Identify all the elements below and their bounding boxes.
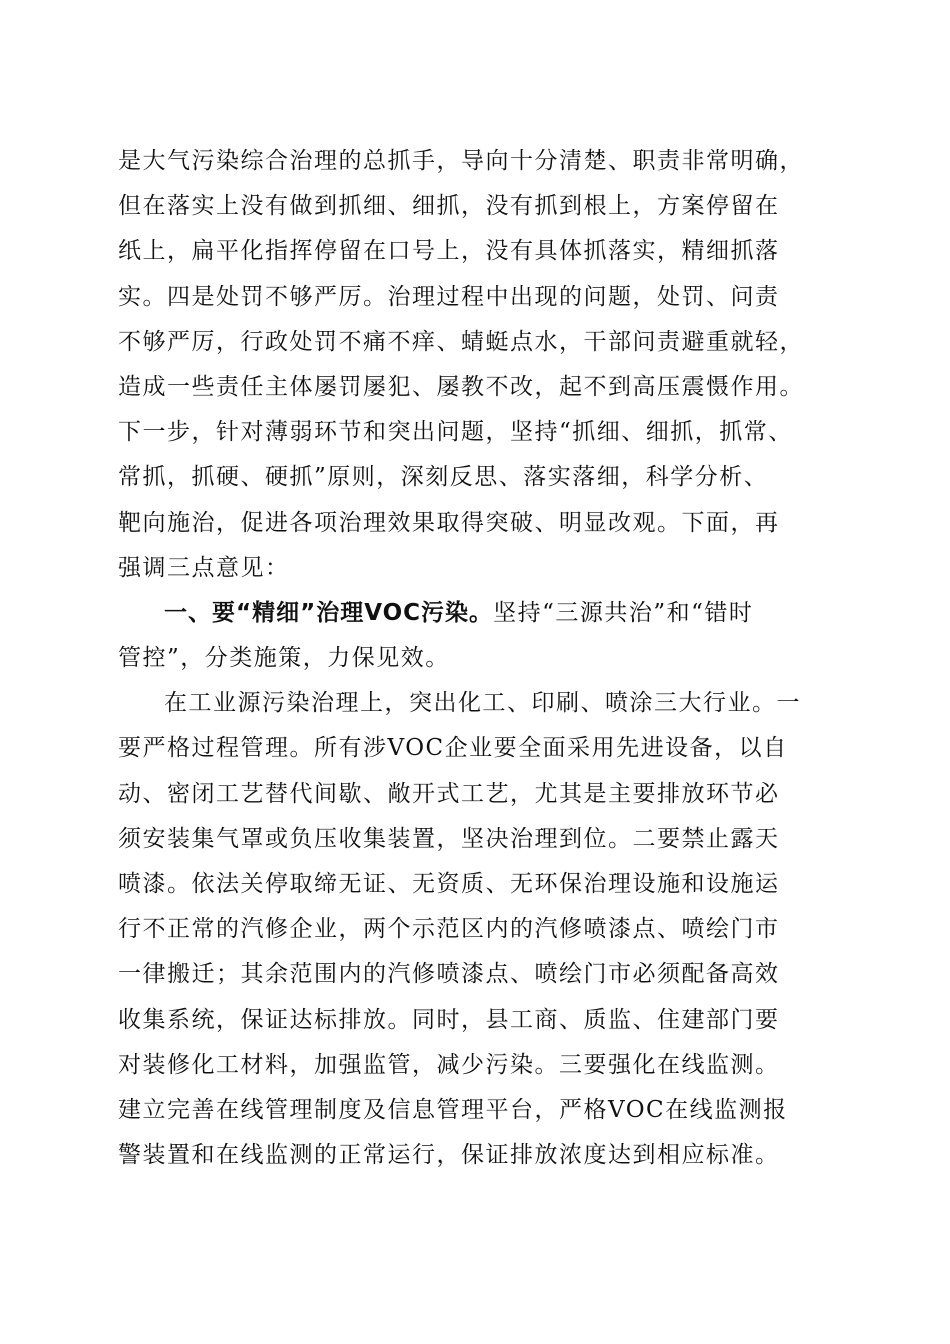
- paragraph-line: 要严格过程管理。所有涉VOC企业要全面采用先进设备，以自: [118, 735, 788, 762]
- section-heading-line: [118, 591, 838, 636]
- paragraph-line: 不够严厉，行政处罚不痛不痒、蜻蜓点水，干部问责避重就轻，: [118, 328, 804, 355]
- paragraph-line: 警装置和在线监测的正常运行，保证排放浓度达到相应标准。: [118, 1142, 780, 1169]
- paragraph-line: 但在落实上没有做到抓细、细抓，没有抓到根上，方案停留在: [118, 193, 780, 220]
- paragraph-line: 对装修化工材料，加强监管，减少污染。三要强化在线监测。: [118, 1051, 780, 1078]
- paragraph-line: 行不正常的汽修企业，两个示范区内的汽修喷漆点、喷绘门市: [118, 916, 780, 943]
- paragraph-line: 管控”，分类施策，力保见效。: [118, 645, 450, 672]
- paragraph-line: 造成一些责任主体屡罚屡犯、屡教不改，起不到高压震慑作用。: [118, 373, 804, 400]
- paragraph-line: 靶向施治，促进各项治理效果取得突破、明显改观。下面，再: [118, 509, 780, 536]
- document-body: [118, 139, 838, 1178]
- paragraph-line: 是大气污染综合治理的总抓手，导向十分清楚、职责非常明确，: [118, 148, 804, 174]
- paragraph-line: 动、密闭工艺替代间歇、敞开式工艺，尤其是主要排放环节必: [118, 780, 780, 807]
- paragraph-line: 强调三点意见：: [118, 554, 290, 581]
- paragraph-line: 建立完善在线管理制度及信息管理平台，严格VOC在线监测报: [118, 1096, 788, 1123]
- paragraph-first-line: 在工业源污染治理上，突出化工、印刷、喷涂三大行业。一: [164, 690, 801, 717]
- paragraph-line: 下一步，针对薄弱环节和突出问题，坚持“抓细、细抓，抓常、: [118, 419, 793, 446]
- paragraph-line: 收集系统，保证达标排放。同时，县工商、质监、住建部门要: [118, 1006, 780, 1033]
- paragraph-line: 实。四是处罚不够严厉。治理过程中出现的问题，处罚、问责: [118, 283, 780, 310]
- section-heading: 一、要“精细”治理VOC污染。: [164, 599, 494, 626]
- paragraph-line: 一律搬迁；其余范围内的汽修喷漆点、喷绘门市必须配备高效: [118, 961, 780, 988]
- paragraph-line: 须安装集气罩或负压收集装置，坚决治理到位。二要禁止露天: [118, 825, 780, 852]
- paragraph-line: 常抓，抓硬、硬抓”原则，深刻反思、落实落细，科学分析、: [118, 464, 769, 491]
- paragraph-line: 纸上，扁平化指挥停留在口号上，没有具体抓落实，精细抓落: [118, 238, 780, 265]
- paragraph-line: 喷漆。依法关停取缔无证、无资质、无环保治理设施和设施运: [118, 871, 780, 897]
- section-heading-text: 坚持“三源共治”和“错时: [493, 599, 754, 626]
